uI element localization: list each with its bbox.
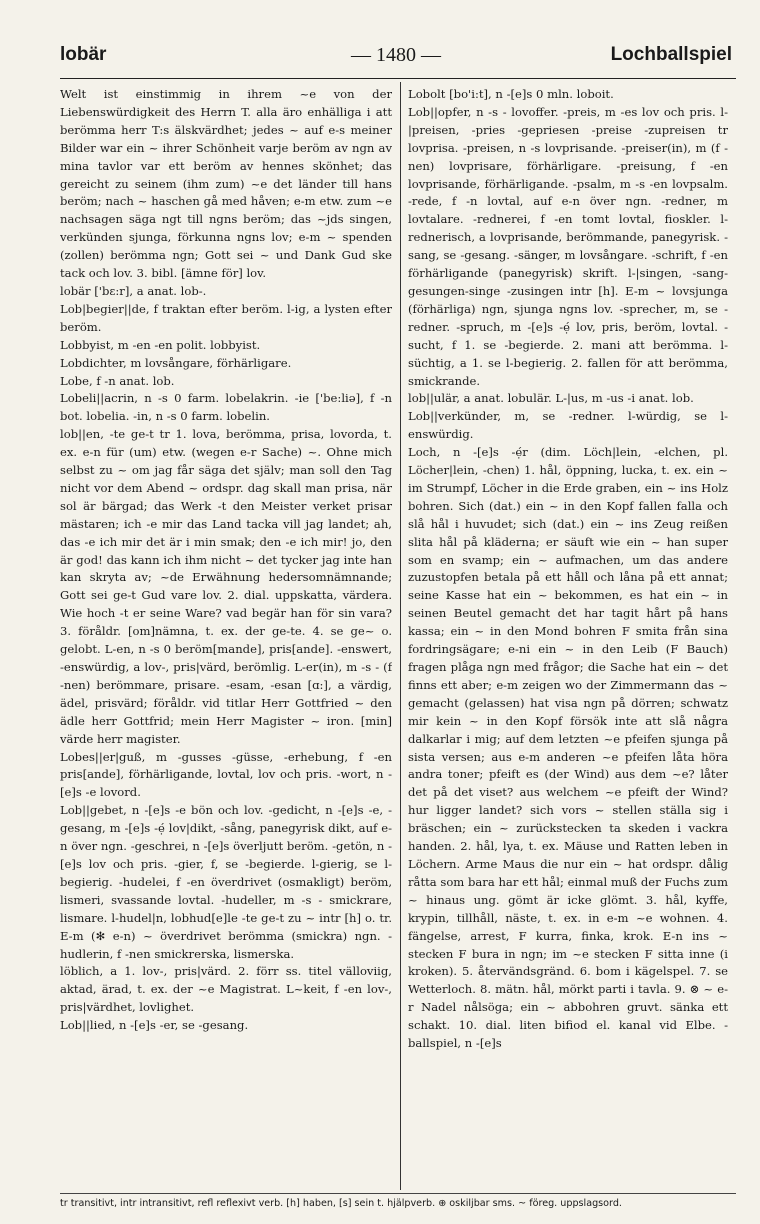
dictionary-entry: lobär ['bɛ:r], a anat. lob-.	[60, 283, 207, 298]
dictionary-entry: Lob||gebet, n -[e]s -e bön och lov. -gedicht, n -[e]s -e, -gesang, m -[e]s -ẹ́ lov|dikt, -sång, panegyrisk dikt, auf e-n över ngn. -geschrei, n -[e]s överljutt beröm. -getön, n -[e]s lov och pris. -gier, f, se -begierde. l-gierig, se l-begierig. -hudelei, f -en överdrivet (osmakligt) beröm, lismeri, svassande lovtal. -hudeller, m -s - smickrare, lismare. l-hudel|n, lobhud[e]le -te ge-t zu ~ intr [h] o. tr. E-m (✻ e-n) ~ överdrivet berömma (smickra) ngn. -hudlerin, f -nen smickrerska, lismerska.	[60, 803, 392, 961]
dictionary-entry: Lob|begier||de, f traktan efter beröm. l-ig, a lysten efter beröm.	[60, 301, 392, 334]
dictionary-entry: löblich, a 1. lov-, pris|värd. 2. förr ss. titel välloviig, aktad, ärad, t. ex. der ~e Magistrat. L~keit, f -en lov-, pris|värdhet, lovlighet.	[60, 964, 392, 1015]
page-number: — 1480 —	[351, 44, 441, 66]
header-left-guide-word: lobär	[60, 44, 107, 65]
dictionary-entry: Lobolt [bo'i:t], n -[e]s 0 mln. loboit.	[408, 87, 614, 101]
dictionary-entry: Lobe, f -n anat. lob.	[60, 373, 175, 388]
dictionary-entry: Lob||verkünder, m, se -redner. l-würdig, se l-enswürdig.	[408, 409, 728, 442]
dictionary-entry: Lobbyist, m -en -en polit. lobbyist.	[60, 337, 261, 352]
dictionary-entry: Loch, n -[e]s -ẹ́r (dim. Löch|lein, -elchen, pl. Löcher|lein, -chen) 1. hål, öppning, lucka, t. ex. ein ~ im Strumpf, Löcher in die Erde graben, ein ~ ins Holz bohren. Sich (dat.) ein ~ in den Kopf fallen falla och slå hål i huvudet; sich (dat.) ein ~ ins Zeug reißen slita hål på kläderna; er säuft wie ein ~ han super som en svamp; ein ~ aufmachen, um das andere zuzustopfen betala på ett håll och låna på ett annat; seine Kasse hat ein ~ bekommen, es hat ein ~ in seinen Beutel gemacht det har tagit hårt på hans kassa; ein ~ in den Mond bohren F smita från sina fordringsägare; e-ni ein ~ in den Leib (F Bauch) fragen plåga ngn med frågor; die Sache hat ein ~ det finns ett aber; e-m zeigen wo der Zimmermann das ~ gemacht (gelassen) hat visa ngn på dörren; schwatz mir kein ~ in den Kopf försök inte att slå några dalkarlar i mig; auf dem letzten ~e pfeifen sjunga på sista versen; aus e-m anderen ~e pfeifen låta höra andra toner; pfeift es (der Wind) aus dem ~e? låter det på det viset? aus welchem ~e pfeift der Wind? hur ligger landet? sich vors ~ stellen ställa sig i bräschen; ein ~ zurückstecken ta skeden i vackra handen. 2. hål, lya, t. ex. Mäuse und Ratten leben in Löchern. Arme Maus die nur ein ~ hat ordspr. dålig råtta som bara har ett hål; einmal muß der Fuchs zum ~ hinaus ung. gömt är icke glömt. 3. hål, kyffe, krypin, tillhåll, näste, t. ex. in e-m ~e wohnen. 4. fängelse, arrest, F kurra, finka, krok. E-n ins ~ stecken F bura in ngn; im ~e stecken F sitta inne (i kroken). 5. återvändsgränd. 6. bom i kägelspel. 7. se Wetterloch. 8. mätn. hål, mörkt parti i tavla. 9. ⊗ ~ e-r Nadel nålsöga; ein ~ abbohren gruvt. sänka ett schakt. 10. dial. liten bifiod el. kanal vid Elbe. -ballspiel, n -[e]s	[408, 445, 728, 1051]
header-right-guide-word: Lochballspiel	[610, 44, 732, 65]
dictionary-entry: Lobes||er|guß, m -gusses -güsse, -erhebung, f -en pris[ande], förhärligande, lovtal, lov och pris. -wort, n -[e]s -e lovord.	[60, 749, 392, 800]
column-divider	[400, 82, 401, 1190]
dictionary-entry: Lobeli||acrin, n -s 0 farm. lobelakrin. -ie ['be:liə], f -n bot. lobelia. -in, n -s 0 farm. lobelin.	[60, 391, 392, 424]
dictionary-entry: lob||ulär, a anat. lobulär. L-|us, m -us -i anat. lob.	[408, 391, 694, 406]
left-column	[60, 86, 392, 1192]
dictionary-entry: Welt ist einstimmig in ihrem ~e von der Liebenswürdigkeit des Herrn T. alla äro enhälliga i att berömma herr T:s älskvärdhet; jedes ~ auf e-s meiner Bilder war ein ~ ihrer Schönheit varje beröm av ngn av mina tavlor var ett beröm av hennes skönhet; das gereicht zu seinem (ihm zum) ~e det länder till hans beröm; nach ~ haschen gå med håven; e-m etw. zum ~e nachsagen säga ngt till ngns beröm; das ~jds singen, verkünden sjunga, förkunna ngns lov; e-m ~ spenden (zollen) berömma ngn; Gott sei ~ und Dank Gud ske tack och lov. 3. bibl. [ämne för] lov.	[60, 87, 392, 281]
right-column	[408, 86, 728, 1192]
page-header	[60, 38, 732, 72]
dictionary-entry: Lob||opfer, n -s - lovoffer. -preis, m -es lov och pris. l-|preisen, -pries -gepriesen -preise -zupreisen tr lovprisa. -preisen, n -s lovprisande. -preiser(in), m (f -nen) lovprisare, förhärligare. -preisung, f -en lovprisande, förhärligande. -psalm, m -s -en lovpsalm. -rede, f -n lovtal, auf e-n över ngn. -redner, m lovtalare. -rednerei, f -en tomt lovtal, fioskler. l-rednerisch, a lovprisande, berömmande, panegyrisk. -sang, se -gesang. -sänger, m lovsångare. -schrift, f -en förhärligande (panegyrisk) skrift. l-|singen, -sang-gesungen-singe -zusingen intr [h]. E-m ~ lovsjunga (förhärliga) ngn, sjunga ngns lov. -sprecher, m, se -redner. -spruch, m -[e]s -ẹ́ lov, pris, beröm, lovtal. -sucht, f 1. se -begierde. 2. mani att berömma. l-süchtig, a 1. se l-begierig. 2. fallen för att berömma, smickrande.	[408, 104, 728, 388]
dictionary-entry: Lobdichter, m lovsångare, förhärligare.	[60, 355, 292, 370]
dictionary-entry: lob||en, -te ge-t tr 1. lova, berömma, prisa, lovorda, t. ex. e-n für (um) etw. (wegen e-r Sache) ~. Ohne mich selbst zu ~ om jag får säga det själv; man soll den Tag nicht vor dem Abend ~ ordspr. dag skall man prisa, när sol är bärgad; das Werk -t den Meister verket prisar mästaren; ich -e mir das Land tacka vill jag landet; ah, das -e ich mir det är i min smak; den -e ich mir! jo, den är god! das kann ich ihm nicht ~ det tycker jag inte han kan skryta av; ~de Erwähnung hedersomnämnande; Gott sei ge-t Gud vare lov. 2. dial. uppskatta, värdera. Wie hoch -t er seine Ware? vad begär han för sin vara? 3. föråldr. [om]nämna, t. ex. der ge-te. 4. se ge~ o. gelobt. L-en, n -s 0 beröm[mande], pris[ande]. -enswert, -enswürdig, a lov-, pris|värd, berömlig. L-er(in), m -s - (f -nen) berömmare, prisare. -esam, -esan [ɑ:], a värdig, ädel, prisvärd; föråldr. vid titlar Herr Gottfried ~ den ädle herr Gottfrid; mein Herr Magister ~ iron. [min] värde herr magister.	[60, 427, 392, 746]
dictionary-entry: Lob||lied, n -[e]s -er, se -gesang.	[60, 1018, 249, 1033]
header-rule	[60, 78, 736, 79]
abbreviation-footnote: tr transitivt, intr intransitivt, refl reflexivt verb. [h] haben, [s] sein t. hjälpverb. ⊕ oskiljbar sms. ~ föreg. uppslagsord.	[60, 1193, 736, 1209]
